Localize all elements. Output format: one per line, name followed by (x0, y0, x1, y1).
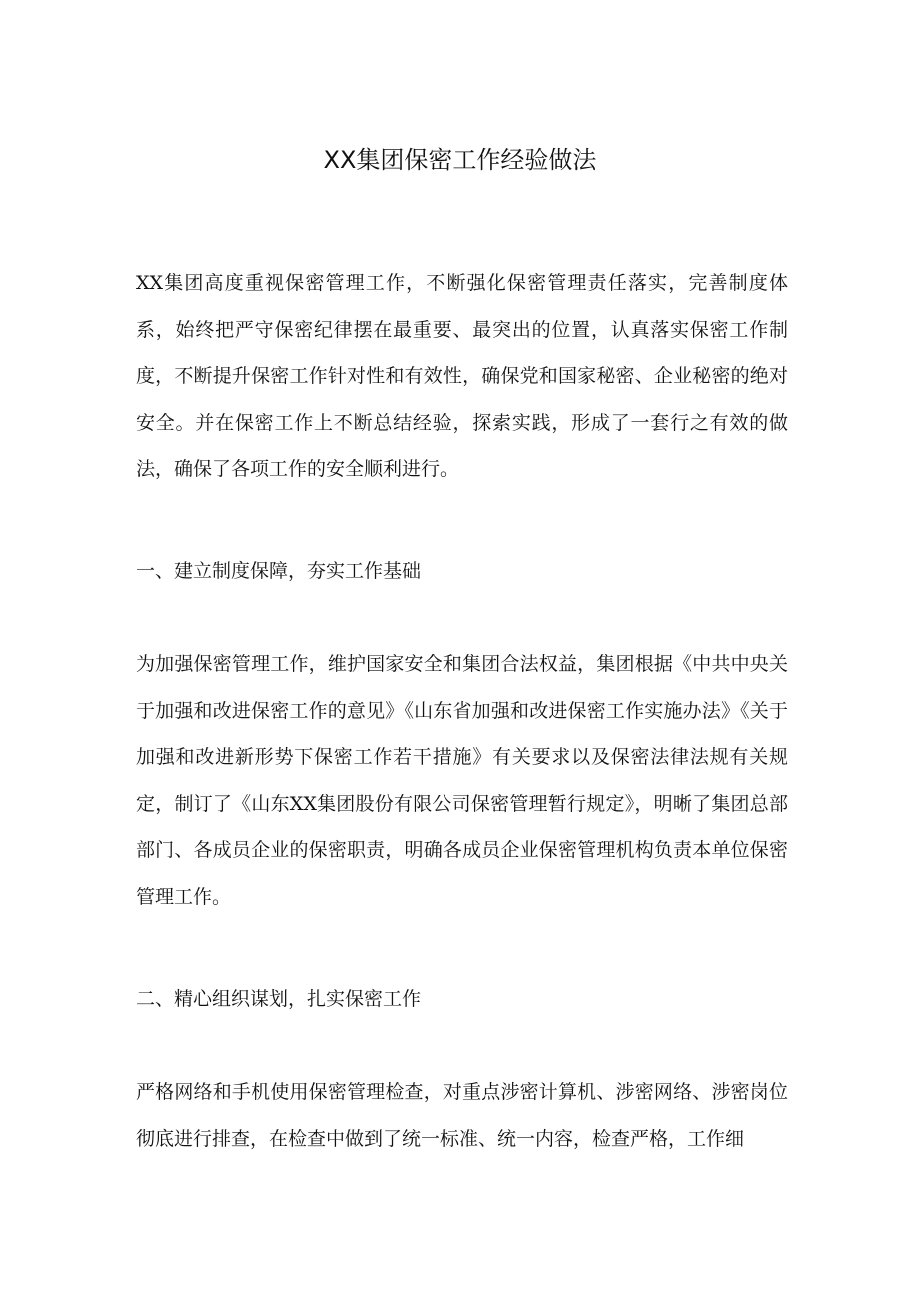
section-body-2: 严格网络和手机使用保密管理检查，对重点涉密计算机、涉密网络、涉密岗位彻底进行排查，在检查中做到了统一标准、统一内容，检查严格，工作细 (136, 1081, 788, 1150)
intro-paragraph: XX集团高度重视保密管理工作，不断强化保密管理责任落实，完善制度体系，始终把严守保密纪律摆在最重要、最突出的位置，认真落实保密工作制度，不断提升保密工作针对性和有效性，确保党和国家秘密、企业秘密的绝对安全。并在保密工作上不断总结经验，探索实践，形成了一套行之有效的做法，确保了各项工作的安全顺利进行。 (136, 272, 788, 480)
section-heading-2: 二、精心组织谋划，扎实保密工作 (136, 988, 422, 1010)
section-body-1: 为加强保密管理工作，维护国家安全和集团合法权益，集团根据《中共中央关于加强和改进保密工作的意见》《山东省加强和改进保密工作实施办法》《关于加强和改进新形势下保密工作若干措施》有关要求以及保密法律法规有关规定，制订了《山东XX集团股份有限公司保密管理暂行规定》，明晰了集团总部部门、各成员企业的保密职责，明确各成员企业保密管理机构负责本单位保密管理工作。 (136, 653, 788, 908)
document-title: XX集团保密工作经验做法 (323, 146, 597, 174)
section-heading-1: 一、建立制度保障，夯实工作基础 (136, 560, 422, 582)
